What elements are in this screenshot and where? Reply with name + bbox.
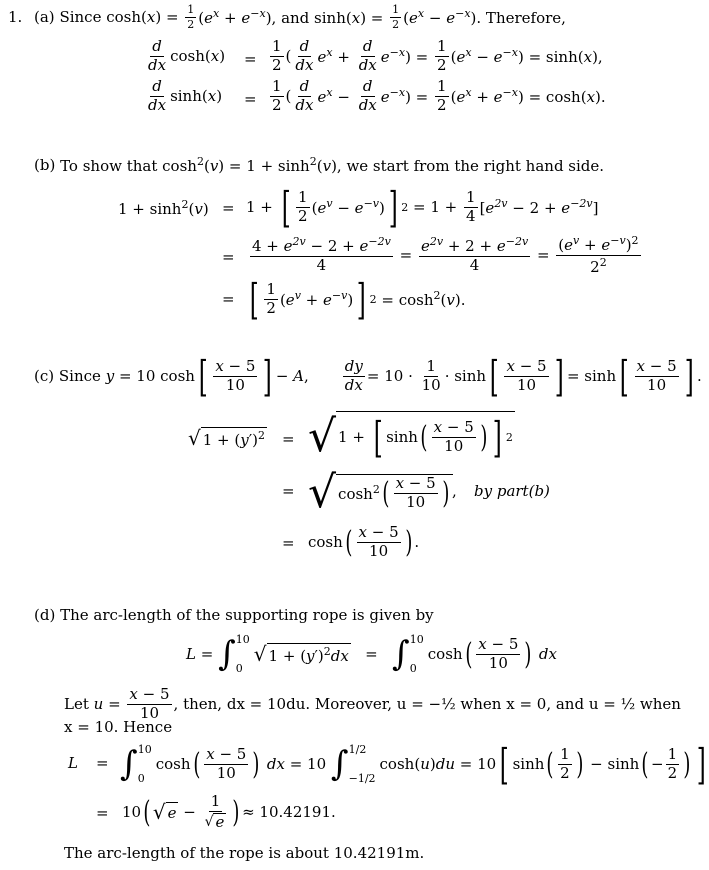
part-a-line1: $\frac{d}{dx}$ cosh(x) [148,36,226,74]
part-b-line3: = [222,290,235,308]
part-b-line1: $1 + \sinh^2(v)$ [118,198,209,218]
part-b-label: (b) [34,156,56,174]
part-d-intro: (d) The arc-length of the supporting rope is given by [34,606,434,624]
problem-number: 1. [8,8,23,26]
part-a-intro: (a) Since cosh(x) = $\frac{1}{2}$ $(e^x + e^{-x})$, and sinh(x) = $\frac{1}{2}$ $(e^x - e^{-x})$. Therefore, [34,2,566,31]
part-d-calc1: ∫ 10 0 cosh ( $\frac{x - 5}{10}$ ) dx = 10 ∫ 1/2 −1/2 cosh(u)du = 10 [ sinh ( $\frac{1}{2}$ ) − sinh ( − $\frac{1}{2}$ ) ] [120,739,706,789]
part-d-let: Let u = $\frac{x - 5}{10}$ , then, dx = 10du. Moreover, u = −½ when x = 0, and u = ½ when [64,684,681,722]
part-c-line3: = [282,534,295,552]
part-c-intro: (c) Since y = 10 cosh [ $\frac{x - 5}{10}$ ] − A, $\frac{dy}{dx}$ = 10 · $\frac{1}{10}$ · sinh [ $\frac{x - 5}{10}$ ] = sinh [ $\frac{x - 5}{10}$ ] . [34,351,702,401]
part-b-line2: = [222,248,235,266]
part-d-label: (d) [34,606,56,624]
approx-value: ≈ 10.42191. [242,803,336,821]
part-c-line1: √ $1 + (y')^2$ [188,426,265,450]
part-d-calc2: = [96,804,109,822]
part-a-label: (a) [34,8,55,26]
part-d-integral: L = ∫ 10 0 √ $1 + (y')^2dx$ = ∫ 10 0 cosh ( $\frac{x - 5}{10}$ ) dx [186,633,557,675]
part-a-line2: $\frac{d}{dx}$ sinh(x) [148,76,223,114]
by-part-b-note: by part(b) [474,482,550,500]
part-d-hence: x = 10. Hence [64,718,173,736]
part-d-conclusion: The arc-length of the rope is about 10.42191m. [64,844,425,862]
part-b-intro: (b) To show that $\cosh^2(v) = 1 + \sinh^2(v)$, we start from the right hand side. [34,155,605,175]
part-c-line2: = [282,482,295,500]
part-c-label: (c) [34,367,55,385]
part-d-L: L [68,754,78,772]
